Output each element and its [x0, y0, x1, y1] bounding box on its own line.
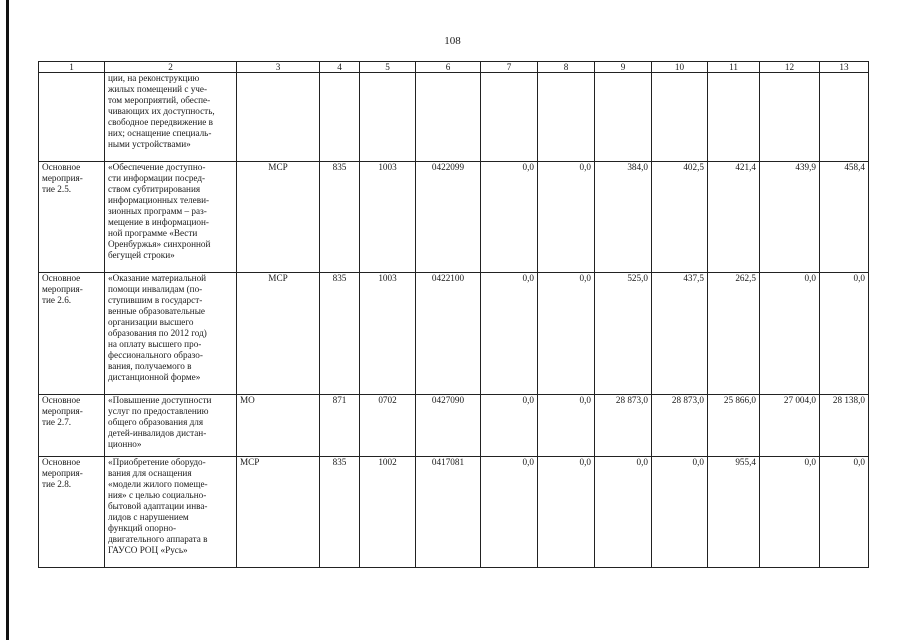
cell-c7: 0,0 — [481, 457, 538, 568]
column-header: 5 — [360, 62, 416, 73]
row-responsible: МСР — [237, 273, 320, 395]
cell-c11: 262,5 — [708, 273, 760, 395]
row-description: ции, на реконструкцию жилых помещений с уче- том мероприятий, обеспе- чивающих их доступность, свободное передвижение в них; оснащение специаль- ными устройствами» — [105, 73, 237, 162]
cell-c5: 0702 — [360, 395, 416, 457]
cell-c12: 0,0 — [760, 457, 820, 568]
cell-c8: 0,0 — [538, 395, 595, 457]
cell-c5 — [360, 73, 416, 162]
cell-c13: 458,4 — [820, 162, 869, 273]
cell-c10: 0,0 — [652, 457, 708, 568]
cell-c6: 0422099 — [416, 162, 481, 273]
column-header: 13 — [820, 62, 869, 73]
cell-c9: 28 873,0 — [595, 395, 652, 457]
cell-c6: 0427090 — [416, 395, 481, 457]
page-number: 108 — [444, 35, 461, 47]
row-responsible: МСР — [237, 457, 320, 568]
header-row — [39, 62, 869, 73]
column-header: 2 — [105, 62, 237, 73]
row-name: Основное мероприя- тие 2.6. — [39, 273, 105, 395]
column-header: 6 — [416, 62, 481, 73]
row-description: «Приобретение оборудо- вания для оснащения «модели жилого помеще- ния» с целью социально- бытовой адаптации инва- лидов с нарушением функций опорно- двигательного аппарата в ГАУСО РОЦ «Русь» — [105, 457, 237, 568]
column-header: 8 — [538, 62, 595, 73]
cell-c8 — [538, 73, 595, 162]
cell-c7: 0,0 — [481, 162, 538, 273]
cell-c10: 402,5 — [652, 162, 708, 273]
row-description: «Повышение доступности услуг по предоставлению общего образования для детей-инвалидов дистан- ционно» — [105, 395, 237, 457]
cell-c5: 1003 — [360, 273, 416, 395]
cell-c11: 955,4 — [708, 457, 760, 568]
cell-c9: 384,0 — [595, 162, 652, 273]
cell-c13: 28 138,0 — [820, 395, 869, 457]
cell-c5: 1003 — [360, 162, 416, 273]
cell-c6: 0422100 — [416, 273, 481, 395]
cell-c4: 835 — [320, 457, 360, 568]
cell-c9 — [595, 73, 652, 162]
row-responsible — [237, 73, 320, 162]
cell-c10 — [652, 73, 708, 162]
column-header: 4 — [320, 62, 360, 73]
cell-c11 — [708, 73, 760, 162]
cell-c9: 525,0 — [595, 273, 652, 395]
row-name: Основное мероприя- тие 2.5. — [39, 162, 105, 273]
cell-c4 — [320, 73, 360, 162]
cell-c6 — [416, 73, 481, 162]
cell-c11: 421,4 — [708, 162, 760, 273]
cell-c12: 27 004,0 — [760, 395, 820, 457]
column-header: 3 — [237, 62, 320, 73]
cell-c4: 835 — [320, 273, 360, 395]
cell-c7: 0,0 — [481, 395, 538, 457]
cell-c13: 0,0 — [820, 457, 869, 568]
row-name: Основное мероприя- тие 2.8. — [39, 457, 105, 568]
cell-c12: 0,0 — [760, 273, 820, 395]
row-name: Основное мероприя- тие 2.7. — [39, 395, 105, 457]
cell-c10: 437,5 — [652, 273, 708, 395]
cell-c7: 0,0 — [481, 273, 538, 395]
cell-c13 — [820, 73, 869, 162]
row-description: «Оказание материальной помощи инвалидам (по- ступившим в государст- венные образовательные организации высшего образования по 2012 год) на оплату высшего про- фессионального образо- вания, получаемого в дистанционной форме» — [105, 273, 237, 395]
cell-c12 — [760, 73, 820, 162]
column-header: 12 — [760, 62, 820, 73]
cell-c8: 0,0 — [538, 457, 595, 568]
page-left-border — [6, 0, 9, 640]
cell-c5: 1002 — [360, 457, 416, 568]
column-header: 9 — [595, 62, 652, 73]
cell-c7 — [481, 73, 538, 162]
row-description: «Обеспечение доступно- сти информации посред- ством субтитрирования информационных телеви- зионных программ – раз- мещение в информацион- ной программе «Вести Оренбуржья» синхронной бегущей строки» — [105, 162, 237, 273]
table-row — [39, 73, 869, 162]
cell-c12: 439,9 — [760, 162, 820, 273]
cell-c4: 835 — [320, 162, 360, 273]
cell-c6: 0417081 — [416, 457, 481, 568]
cell-c9: 0,0 — [595, 457, 652, 568]
cell-c10: 28 873,0 — [652, 395, 708, 457]
cell-c11: 25 866,0 — [708, 395, 760, 457]
table-row — [39, 162, 869, 273]
column-header: 11 — [708, 62, 760, 73]
cell-c4: 871 — [320, 395, 360, 457]
budget-table — [38, 61, 869, 568]
column-header: 1 — [39, 62, 105, 73]
table-row — [39, 457, 869, 568]
row-responsible: МО — [237, 395, 320, 457]
table-row — [39, 273, 869, 395]
cell-c8: 0,0 — [538, 273, 595, 395]
row-name — [39, 73, 105, 162]
column-header: 10 — [652, 62, 708, 73]
table-row — [39, 395, 869, 457]
column-header: 7 — [481, 62, 538, 73]
row-responsible: МСР — [237, 162, 320, 273]
cell-c13: 0,0 — [820, 273, 869, 395]
cell-c8: 0,0 — [538, 162, 595, 273]
